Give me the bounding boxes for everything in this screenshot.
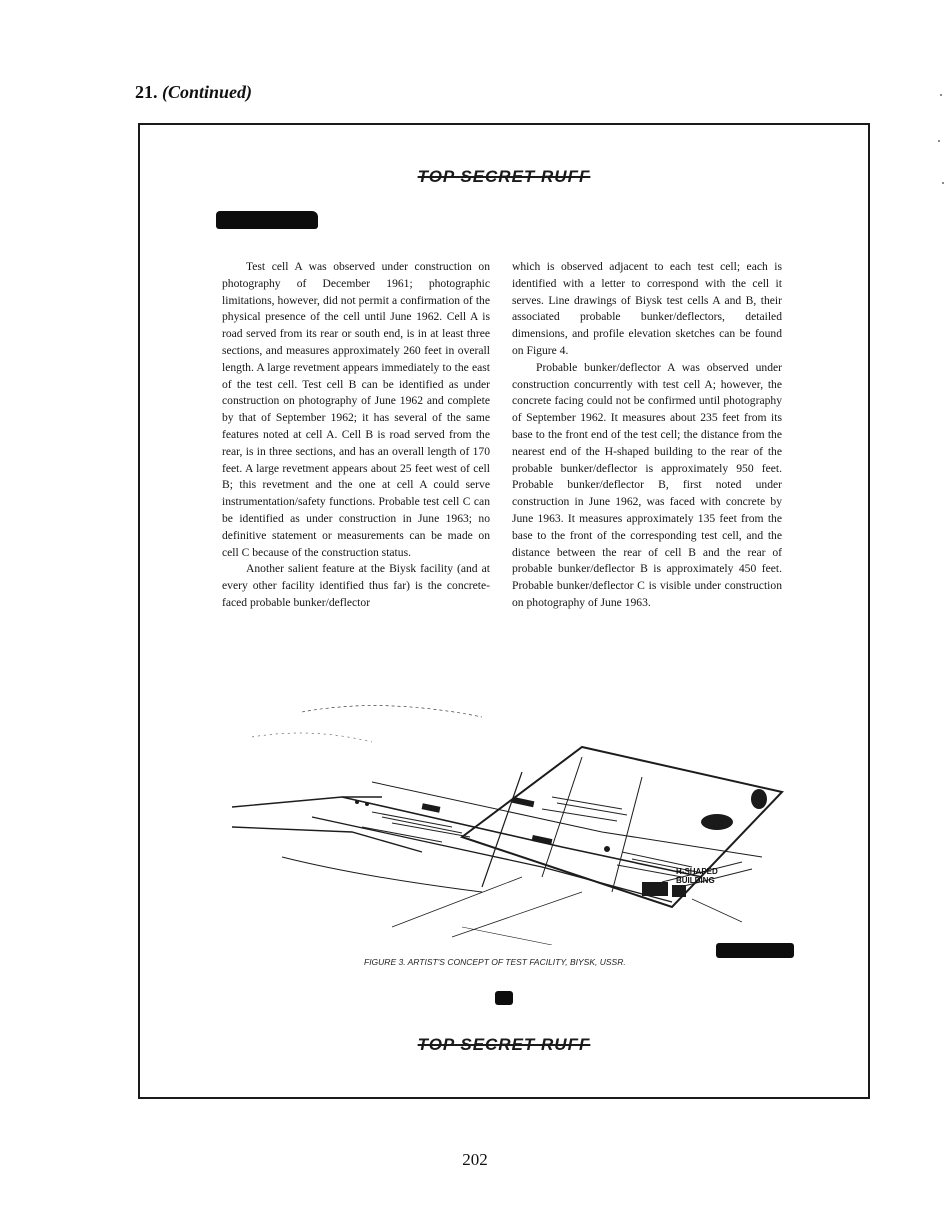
classification-marking-top: TOP SECRET RUFF [417,167,591,186]
sky-sketch [302,706,482,717]
approach-road [282,857,482,892]
text-column-right [512,259,782,612]
h-shaped-building-label: H-SHAPED BUILDING [676,867,718,885]
scan-speck [938,140,940,142]
artist-concept-drawing [222,677,822,945]
section-continued: (Continued) [162,82,253,102]
figure-caption: FIGURE 3. ARTIST'S CONCEPT OF TEST FACILITY, BIYSK, USSR. [364,957,626,967]
facility-illustration [222,677,822,945]
bunker-deflector [701,814,733,830]
page-number: 202 [462,1150,488,1169]
redaction-block [216,211,318,229]
scan-speck [940,94,942,96]
scan-speck [942,182,944,184]
road [342,797,702,877]
facility-boundary [462,747,782,907]
paragraph: Another salient feature at the Biysk facility (and at every other facility identified thus far) is the concrete-faced probable bunker/deflector [222,562,490,609]
road [542,757,582,877]
redaction-block [716,943,794,958]
label-leader [692,899,742,922]
sky-sketch [252,733,372,742]
paragraph: Probable bunker/deflector A was observed under construction concurrently with test cell A; however, the concrete facing could not be confirmed until photography of September 1962. It measures about 235 feet from its base to the front end of the test cell; the distance from the nearest end of the H-shaped building to the rear of the probable bunker/deflector is approximately 950 feet. Probable bunker/deflector B, first noted under construction in June 1962, was faced with concrete by June 1963. It measures approximately 135 feet from the base to the front of the corresponding test cell, and the distance between the rear of cell B and the rear of probable bunker/deflector B is approximately 450 feet. Probable bunker/deflector C is visible under construction on photography of June 1963. [512,360,782,609]
perspective-line [452,892,582,937]
perspective-line [462,927,552,945]
h-shaped-building [642,882,668,896]
bunker-deflector [751,789,767,809]
approach-road [232,827,422,852]
redaction-block [495,991,513,1005]
section-heading [135,82,252,103]
section-number: 21. [135,82,158,102]
text-column-left [222,259,490,612]
paragraph: which is observed adjacent to each test cell; each is identified with a letter to correspond with the cell it serves. Line drawings of Biysk test cells A and B, their associated probable bunker/deflectors, detailed dimensions, and profile elevation sketches can be found on Figure 4. [512,260,782,357]
classification-marking-bottom: TOP SECRET RUFF [417,1035,591,1054]
paragraph: Test cell A was observed under construction on photography of December 1961; photographic limitations, however, did not permit a confirmation of the physical presence of the cell until June 1962. Cell A is road served from its rear or south end, is in at least three sections, and measures approximately 260 feet in overall length. A large revetment appears immediately to the east of the test cell. Test cell B can be identified as under construction on photography of June 1962 and complete by that of September 1962; it has several of the same features noted at cell A. Cell B is road served from the rear, is in three sections, and has an overall length of 170 feet. A large revetment appears about 25 feet west of cell B; this revetment and the one at cell A could serve instrumentation/safety functions. Probable test cell C can be identified as under construction in June 1963; no definitive statement or measurements can be made on cell C because of the construction status. [222,260,490,559]
approach-road [232,797,382,807]
document-frame [138,123,870,1099]
